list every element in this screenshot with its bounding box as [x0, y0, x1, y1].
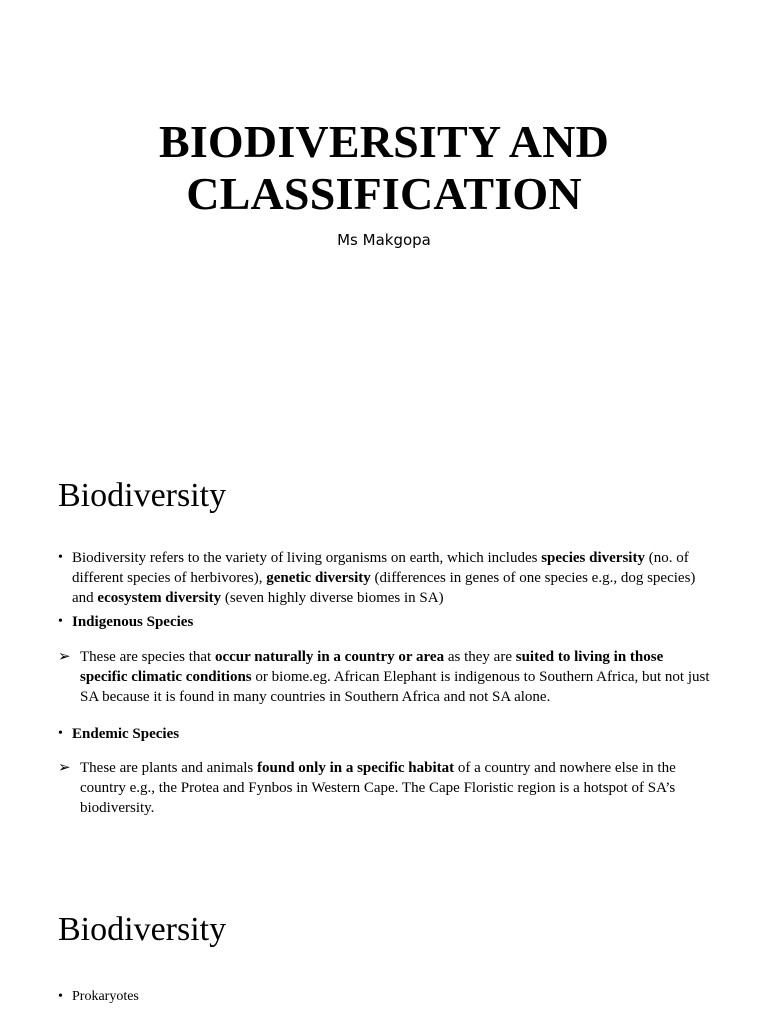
- arrow-bullet-icon: ➢: [58, 649, 71, 665]
- title-line-1: BIODIVERSITY AND: [158, 116, 610, 167]
- biodiversity-slide: [0, 430, 768, 862]
- bold-run: ecosystem diversity: [97, 590, 222, 606]
- bullet-marker: •: [58, 989, 63, 1004]
- text-run: (differences in genes of one species e.g., dog species) and: [72, 570, 696, 606]
- bullet-text: Prokaryotes: [72, 989, 139, 1004]
- text-run: These are plants and animals: [80, 760, 258, 776]
- bullet-text: [72, 548, 712, 608]
- bold-run: found only in a specific habitat: [257, 760, 455, 776]
- arrow-item-text: [80, 758, 712, 818]
- text-run: or biome.eg. African Elephant is indigenous to Southern Africa, but not just SA because it is found in many countries in Southern Africa and not SA alone.: [80, 669, 710, 705]
- bullet-marker: •: [58, 614, 63, 629]
- slide-heading: Biodiversity: [58, 477, 227, 514]
- title-line-2: CLASSIFICATION: [186, 168, 582, 219]
- arrow-item-text: [80, 647, 712, 707]
- bold-run: occur naturally in a country or area: [214, 649, 445, 665]
- title-slide: [0, 0, 768, 430]
- presenter-name: Ms Makgopa: [337, 231, 431, 249]
- slide-heading: Biodiversity: [58, 911, 227, 948]
- arrow-bullet-icon: ➢: [58, 760, 71, 776]
- slide-title: [0, 116, 768, 220]
- bullet-text: Indigenous Species: [72, 614, 194, 630]
- bullet-text: Endemic Species: [72, 726, 180, 742]
- text-run: of a country and nowhere else in the country e.g., the Protea and Fynbos in Western Cape. The Cape Floristic region is a hotspot of SA’s biodiversity.: [80, 760, 676, 816]
- bold-run: suited to living in those specific climatic conditions: [80, 649, 664, 685]
- bullet-marker: •: [58, 550, 63, 565]
- bullet-marker: •: [58, 726, 63, 741]
- text-run: Biodiversity refers to the variety of living organisms on earth, which includes: [72, 550, 542, 566]
- text-run: (seven highly diverse biomes in SA): [221, 590, 444, 606]
- bold-run: species diversity: [541, 550, 645, 566]
- text-run: as they are: [444, 649, 516, 665]
- text-run: These are species that: [80, 649, 215, 665]
- biodiversity-slide-2: [0, 862, 768, 1024]
- bold-run: genetic diversity: [266, 570, 371, 586]
- text-run: (no. of different species of herbivores),: [72, 550, 689, 586]
